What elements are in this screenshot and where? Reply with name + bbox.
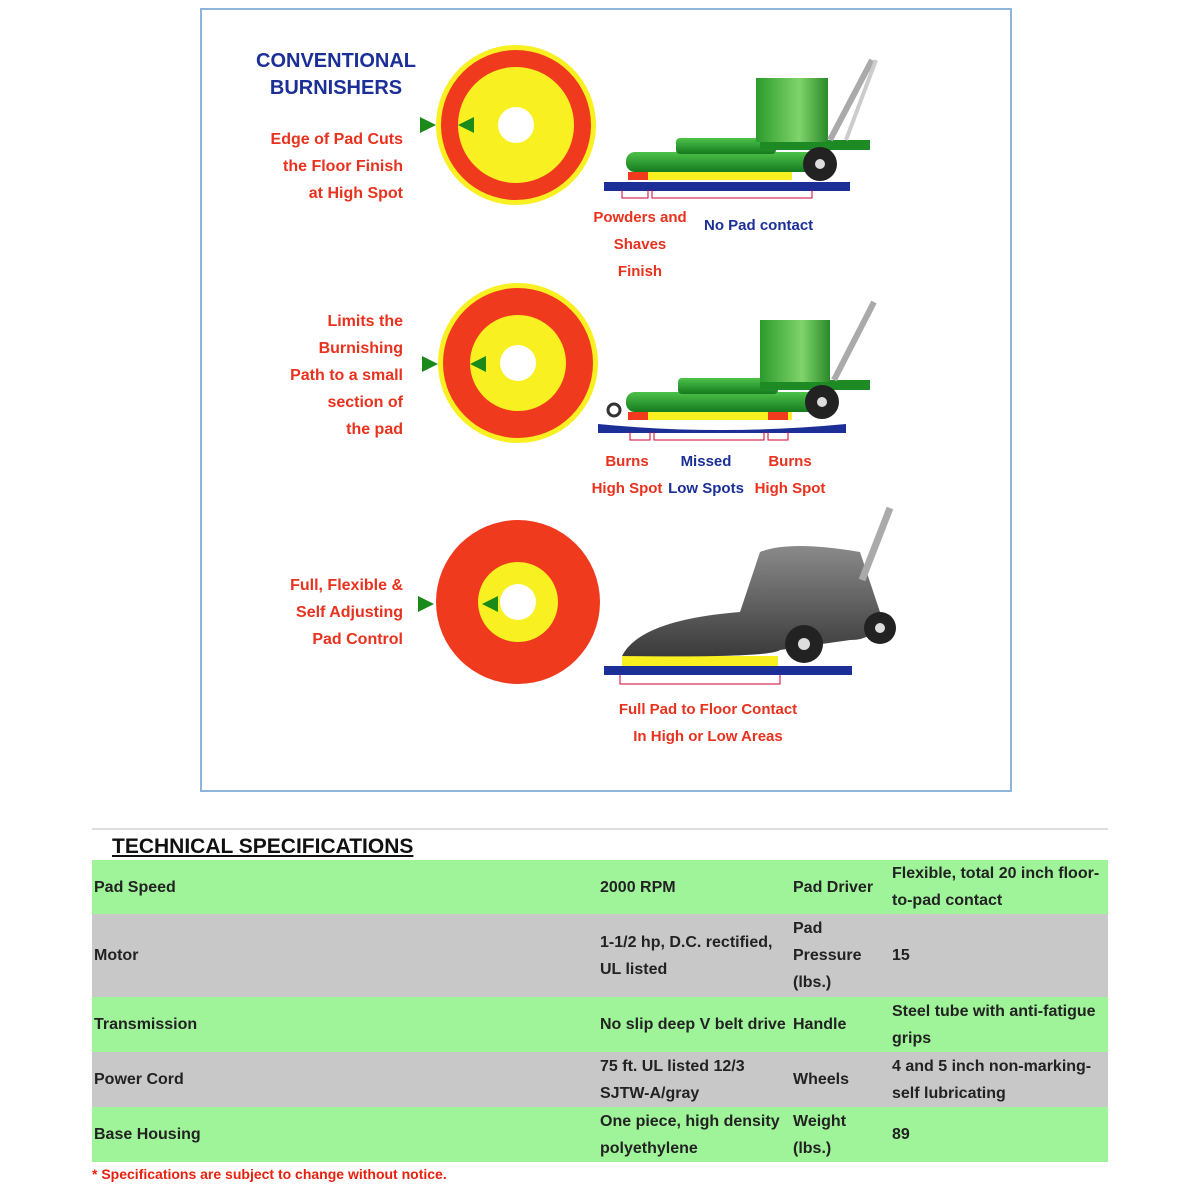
caption-line: section of <box>327 394 403 411</box>
table-row <box>92 997 1108 1052</box>
specs-disclaimer: * Specifications are subject to change without notice. <box>92 1166 447 1182</box>
technical-specifications <box>92 828 1108 1182</box>
diagram-title <box>236 48 436 102</box>
caption-line: Edge of Pad Cuts <box>270 131 403 148</box>
conventional-burnisher-1 <box>604 60 876 198</box>
table-row <box>92 1107 1108 1162</box>
table-row <box>92 1052 1108 1107</box>
label-line: Finish <box>617 263 663 280</box>
label-line: Powders and <box>593 209 687 226</box>
spec-value: No slip deep V belt drive <box>600 1016 786 1033</box>
panel2-right-label <box>748 448 832 502</box>
caption-line: Pad Control <box>312 631 403 648</box>
spec-label: Handle <box>793 1016 847 1033</box>
caption-line: Limits the <box>327 313 403 330</box>
caption-line: Self Adjusting <box>296 604 403 621</box>
spec-label: Transmission <box>94 1016 198 1033</box>
table-row <box>92 914 1108 997</box>
caption-line: Path to a small <box>290 367 403 384</box>
caption-line: the pad <box>346 421 403 438</box>
spec-value: 2000 RPM <box>600 878 676 896</box>
table-row <box>92 860 1108 914</box>
specs-title: TECHNICAL SPECIFICATIONS <box>92 828 1108 860</box>
caption-line: at High Spot <box>308 185 403 202</box>
label-line: In High or Low Areas <box>633 728 783 745</box>
spec-value: 1-1/2 hp, D.C. rectified, UL listed <box>600 933 773 978</box>
flexible-burnisher <box>604 508 896 684</box>
spec-value: Steel tube with anti-fatigue grips <box>892 1002 1096 1047</box>
pad-diagram-1 <box>420 45 596 205</box>
spec-value: 75 ft. UL listed 12/3 SJTW-A/gray <box>600 1057 745 1102</box>
panel2-mid-label <box>664 448 748 502</box>
panel1-caption <box>200 126 403 207</box>
panel3-label <box>598 696 818 750</box>
pad-diagram-2 <box>422 283 598 443</box>
conventional-burnisher-2 <box>598 302 874 440</box>
panel2-caption <box>200 308 403 443</box>
label-line: High Spot <box>754 480 826 497</box>
label-line: Shaves <box>613 236 667 253</box>
caption-line: Burnishing <box>318 340 403 357</box>
spec-label: Power Cord <box>94 1071 184 1088</box>
title-line: CONVENTIONAL <box>256 50 416 72</box>
spec-label: Pad Driver <box>793 878 874 896</box>
spec-label: Weight (lbs.) <box>793 1112 847 1157</box>
spec-value: One piece, high density polyethylene <box>600 1112 780 1157</box>
label-line: High Spot <box>591 480 663 497</box>
label-line: Burns <box>768 453 812 470</box>
caption-line: the Floor Finish <box>283 158 403 175</box>
label-line: Burns <box>605 453 649 470</box>
label-line: Low Spots <box>668 480 744 497</box>
spec-label: Motor <box>94 947 139 964</box>
label-line: Missed <box>680 453 732 470</box>
spec-value: Flexible, total 20 inch floor-to-pad contact <box>892 865 1100 909</box>
panel3-caption <box>200 572 403 653</box>
spec-label: Base Housing <box>94 1126 201 1143</box>
spec-value: 15 <box>892 947 910 964</box>
title-line: BURNISHERS <box>269 77 403 99</box>
spec-label: Wheels <box>793 1071 850 1088</box>
spec-label: Pad Speed <box>94 878 176 896</box>
spec-value: 4 and 5 inch non-marking-self lubricating <box>892 1057 1092 1102</box>
label-line: Full Pad to Floor Contact <box>618 701 798 718</box>
spec-value: 89 <box>892 1126 910 1143</box>
panel2-left-label <box>584 448 670 502</box>
spec-label: Pad Pressure (lbs.) <box>793 920 862 991</box>
panel1-red-label <box>580 204 700 285</box>
pad-diagram-3 <box>418 520 600 684</box>
panel1-blue-label: No Pad contact <box>704 217 814 234</box>
caption-line: Full, Flexible & <box>290 577 403 594</box>
